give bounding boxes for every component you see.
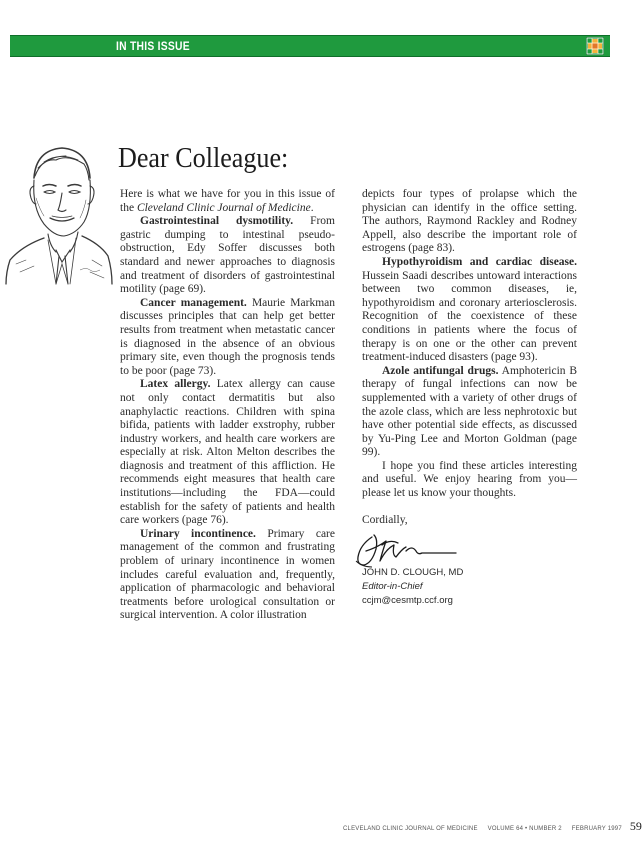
- banner-label: IN THIS ISSUE: [116, 39, 190, 53]
- article-summary: [120, 215, 335, 297]
- article-heading: Latex allergy.: [140, 378, 211, 391]
- closing-salutation: Cordially,: [362, 513, 408, 526]
- signer-email: ccjm@cesmtp.ccf.org: [362, 595, 453, 606]
- grid-cross-icon: [586, 37, 604, 55]
- article-summary: [120, 297, 335, 379]
- signer-title: Editor-in-Chief: [362, 581, 423, 592]
- page-footer: [343, 817, 642, 835]
- article-heading: Urinary incontinence.: [140, 527, 256, 540]
- article-heading: Hypothyroidism and cardiac disease.: [382, 255, 577, 268]
- intro-paragraph: Here is what we have for you in this issue of the Cleveland Clinic Journal of Medicine.: [120, 188, 335, 214]
- footer-date: FEBRUARY 1997: [571, 826, 622, 832]
- closing-text: I hope you find these articles interesting and useful. We enjoy hearing from you—please let us know your thoughts.: [362, 459, 577, 500]
- editor-portrait-sketch: [4, 138, 114, 284]
- article-heading: Azole antifungal drugs.: [382, 364, 499, 377]
- article-text: Hussein Saadi describes untoward interactions between two common diseases, ie, hypothyroidism and coronary arteriosclerosis. Recognition of the coexistence of these conditions in patients where the focus of therapy is on one or the other can prevent treatment-induced disasters (page 93).: [362, 269, 577, 364]
- article-text: Primary care management of the common and frustrating problem of urinary incontinence in women includes careful evaluation and, frequently, application of pharmacologic and behavioral treatments before urological consultation or surgical intervention. A color illustration: [120, 527, 335, 622]
- article-summary: [120, 528, 335, 623]
- closing-paragraph: [362, 460, 577, 501]
- intro-text: Here is what we have for you in this issue of the: [120, 188, 335, 214]
- letter-title: Dear Colleague:: [118, 142, 289, 174]
- article-summary: [362, 365, 577, 460]
- signature-image: [352, 531, 457, 569]
- continued-paragraph: [362, 188, 577, 256]
- article-text: Latex allergy can cause not only contact dermatitis but also anaphylactic reactions. Children with spina bifida, patients with ladder exstrophy, rubber industry workers, and health care workers are especially at risk. Alton Melton describes the diagnosis and treatment of this affliction. He recommends eight measures that health care institutions—including the FDA—could establish for the safety of patients and health care workers (page 76).: [120, 378, 335, 527]
- signer-name: JOHN D. CLOUGH, MD: [362, 567, 464, 578]
- article-heading: Gastrointestinal dysmotility.: [140, 215, 294, 228]
- article-text: Amphotericin B therapy of fungal infections can now be supplemented with a variety of other drugs of the azole class, which are less nephrotoxic but have other potential side effects, as discussed by Yu-Ping Lee and Morton Goldman (page 99).: [362, 364, 577, 459]
- article-summary: [362, 256, 577, 365]
- signature-block: [362, 566, 463, 608]
- article-heading: Cancer management.: [140, 296, 247, 309]
- footer-volume: VOLUME 64 • NUMBER 2: [487, 826, 562, 832]
- article-text: Maurie Markman discusses principles that can help get better results from treatment when metastatic cancer is diagnosed in the absence of an obvious primary site, even though the prognosis tends to be poor (page 73).: [120, 296, 336, 377]
- article-text: From gastric dumping to intestinal pseudo-obstruction, Edy Soffer discusses both standard and newer approaches to diagnosis and treatment of disorders of gastrointestinal motility (page 69).: [120, 215, 335, 296]
- letter-column-left: [120, 188, 335, 623]
- article-text: depicts four types of prolapse which the physician can identify in the office setting. The authors, Raymond Rackley and Rodney Appell, also describe the important role of estrogens (page 83).: [362, 188, 577, 255]
- footer-journal: CLEVELAND CLINIC JOURNAL OF MEDICINE: [343, 826, 478, 832]
- page-number: 59: [629, 819, 642, 833]
- article-summary: [120, 378, 335, 528]
- section-banner: [10, 35, 610, 57]
- journal-name: Cleveland Clinic Journal of Medicine: [136, 201, 311, 214]
- letter-column-right: [362, 188, 577, 527]
